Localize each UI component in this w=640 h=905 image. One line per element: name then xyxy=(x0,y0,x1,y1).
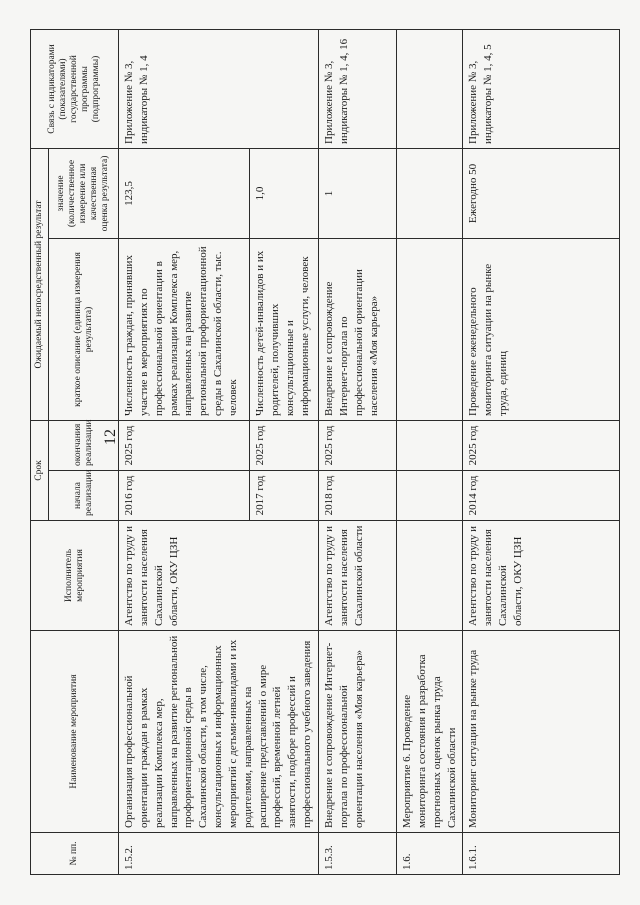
empty-cell xyxy=(396,420,462,470)
row-name: Мероприятие 6. Проведение мониторинга состояния и разработка прогнозных оценок рынка труда Сахалинской области xyxy=(396,631,462,833)
row-end: 2025 год xyxy=(318,420,396,470)
header-row xyxy=(31,29,49,874)
row-name: Организация профессиональной ориентации граждан в рамках реализации Комплекса мер, направленных на развитие региональной профориентационной среды в Сахалинской области, в том числе, консультационных и информационных мероприятий с детьми-инвалидами и их родителями, направленных на расширение представлений о мире профессий, временной летней занятости, подборе профессий и профессионального учебного заведения xyxy=(119,631,319,833)
row-start: 2017 год xyxy=(250,471,319,521)
row-end: 2025 год xyxy=(119,420,250,470)
header-num: № пп. xyxy=(31,833,119,875)
row-num: 1.6. xyxy=(396,833,462,875)
row-num: 1.5.2. xyxy=(119,833,319,875)
row-end: 2025 год xyxy=(250,420,319,470)
empty-cell xyxy=(396,521,462,631)
row-result-desc: Численность граждан, принявших участие в мероприятиях по профессиональной ориентации в рамках реализации Комплекса мер, направленных на развитие региональной профориентационной среды в Сахалинской области, тыс. человек xyxy=(119,238,250,420)
header-result-value: значение (количественное измерение или качественная оценка результата) xyxy=(49,148,119,238)
row-executor: Агентство по труду и занятости населения Сахалинской области xyxy=(318,521,396,631)
table-row xyxy=(396,29,462,874)
row-num: 1.5.3. xyxy=(318,833,396,875)
empty-cell xyxy=(396,148,462,238)
header-term: Срок xyxy=(31,420,49,520)
measures-table xyxy=(30,29,620,875)
row-end: 2025 год xyxy=(463,420,620,470)
row-result-value: 1,0 xyxy=(250,148,319,238)
row-result-desc: Численность детей-инвалидов и их родителей, получивших консультационные и информационные услуги, человек xyxy=(250,238,319,420)
table-row xyxy=(318,29,396,874)
table-row xyxy=(463,29,620,874)
row-executor: Агентство по труду и занятости населения Сахалинской области, ОКУ ЦЗН xyxy=(119,521,319,631)
row-result-value: 1 xyxy=(318,148,396,238)
row-result-value: Ежегодно 50 xyxy=(463,148,620,238)
row-link: Приложение № 3, индикаторы № 1, 4, 5 xyxy=(463,29,620,148)
row-name: Мониторинг ситуации на рынке труда xyxy=(463,631,620,833)
row-result-value: 123,5 xyxy=(119,148,250,238)
empty-cell xyxy=(396,29,462,148)
row-result-desc: Внедрение и сопровождение Интернет-портала по профессиональной ориентации населения «Моя карьера» xyxy=(318,238,396,420)
row-link: Приложение № 3, индикаторы № 1, 4, 16 xyxy=(318,29,396,148)
row-result-desc: Проведение еженедельного мониторинга ситуации на рынке труда, единиц xyxy=(463,238,620,420)
empty-cell xyxy=(396,471,462,521)
table-row xyxy=(119,29,250,874)
header-link: Связь с индикаторами (показателями) государственной программы (подпрограммы) xyxy=(31,29,119,148)
header-term-start: начала реализации xyxy=(49,471,119,521)
row-executor: Агентство по труду и занятости населения Сахалинской области, ОКУ ЦЗН xyxy=(463,521,620,631)
header-result-desc: краткое описание (единица измерения результата) xyxy=(49,238,119,420)
header-term-end: окончания реализации xyxy=(49,420,119,470)
empty-cell xyxy=(396,238,462,420)
row-start: 2016 год xyxy=(119,471,250,521)
row-start: 2018 год xyxy=(318,471,396,521)
row-num: 1.6.1. xyxy=(463,833,620,875)
row-name: Внедрение и сопровождение Интернет-портала по профессиональной ориентации населения «Моя карьера» xyxy=(318,631,396,833)
header-name: Наименование мероприятия xyxy=(31,631,119,833)
page-number: 12 xyxy=(102,429,119,445)
row-link: Приложение № 3, индикаторы № 1, 4 xyxy=(119,29,319,148)
row-start: 2014 год xyxy=(463,471,620,521)
header-executor: Исполнитель мероприятия xyxy=(31,521,119,631)
header-result: Ожидаемый непосредственный результат xyxy=(31,148,49,420)
rotated-table-wrapper xyxy=(30,30,620,875)
